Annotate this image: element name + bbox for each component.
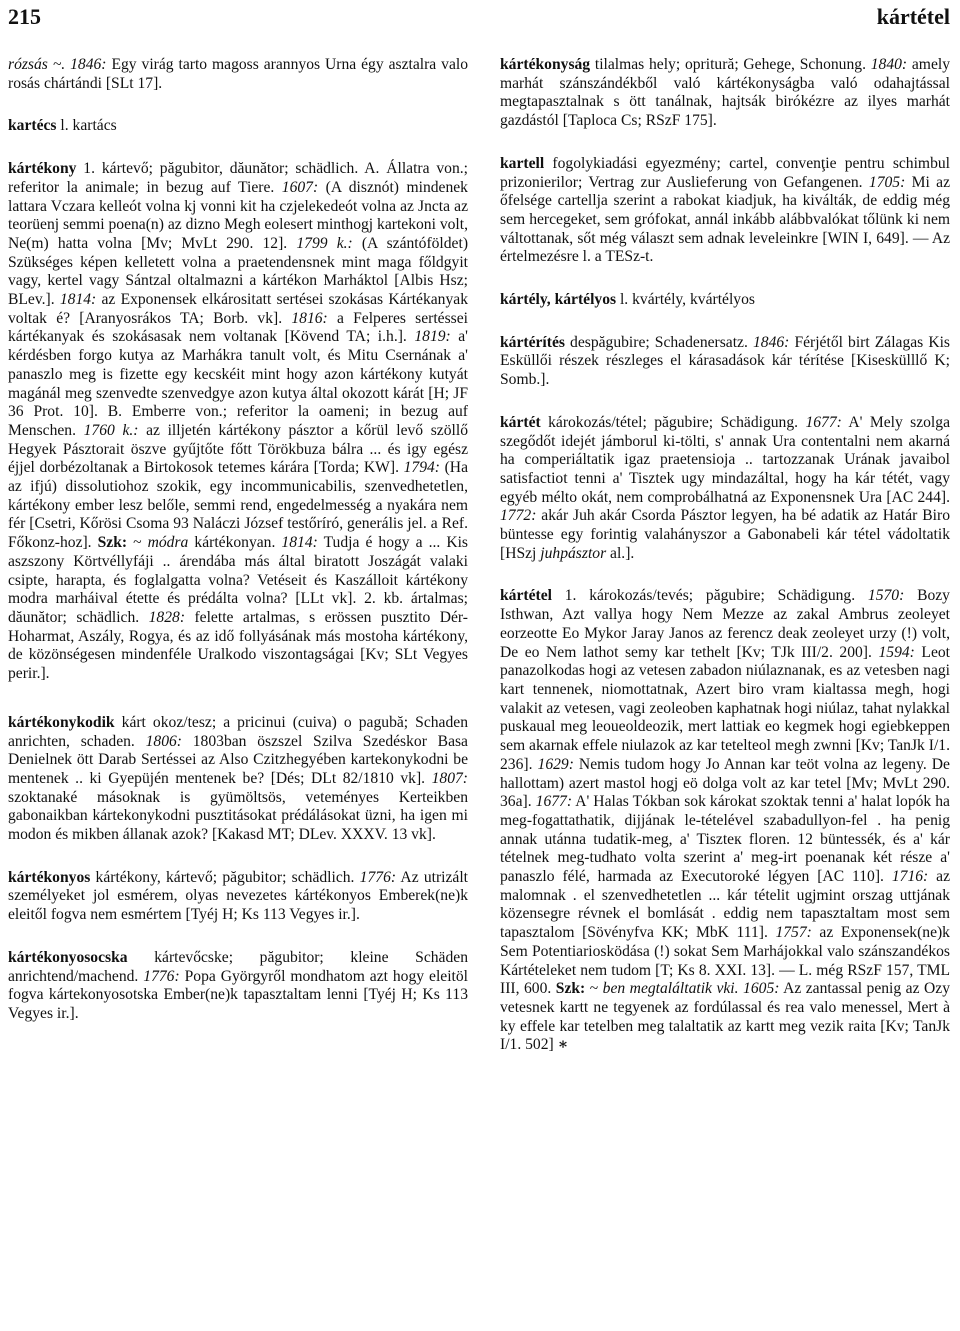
entry-text: al.]. [606, 544, 635, 562]
italic-text: 1814: [281, 534, 318, 552]
entry-headword: kártély, kártélyos [500, 291, 617, 309]
entry-text: Nemis tudom hogy Jo Annan kar teöt volna az legeny. De hallottam) azert mastol hogj eö dolga volt az kar tetel [Mv; MvLt 290. 36a]. [500, 755, 950, 811]
italic-text: 1677: [805, 413, 842, 431]
entry-text: A' Halas Tókban sok károkat szoktak tenni a' halat lopók ha meg-fogattathatik, dijjának le-tételével szabadullyon-fel . ha penig annak utánna tudatik-meg, a' Tiszteк floren. 12 büntessék, és a' kár tételnek meg-tudhato volta szerint a' meg-irt poenanak két része a' panaszlo félé, harmada az Executoroké légyen [AC 110]. [500, 793, 950, 886]
entry-text: Popa Györgyről mondhatom azt hogy eleitöl fogva kártekonyosotska Ember(ne)k tapasztaltam lenni [Tyéj H; Ks 113 Vegyes ir.]. [8, 967, 468, 1022]
italic-text: 1806: [145, 732, 182, 750]
page-number: 215 [8, 4, 41, 29]
entry-text: amely marhát szánszándékből való kártékonyságba való odahajtással megtapasztalnak s ött tanálnak, hajtsák birókézre az ilyes marhát gazdástól [Taploca Cs; RSzF 175]. [500, 56, 950, 130]
entry-headword: kartell [500, 154, 545, 172]
italic-text: 1819: [414, 328, 451, 346]
entry-text: (A szántóföldet) Szükséges képen kelletett volna a praetendensnek mint maga főldgyit vagy, kertel vagy Sántzal oltalmazni a kártékon Marháktol [Albis Hsz; BLev.]. [8, 234, 469, 309]
entry-spacer [8, 845, 468, 869]
entry-headword: kártékonyság [500, 56, 591, 73]
italic-text: rózsás ~. [8, 56, 71, 73]
entry-text: Az zantassal penig az Ozy vetesnek kartt ne tegyenek az fordúlassal és rea valo menessel, Mert à ky effele kar tetelben meg talaltatik az kartt meg vezik raita [Kv; TanJk I/1. 502] [500, 980, 950, 1054]
entry-text: kártevőcske; păgubitor; kleine Schäden anrichtend/machend. [8, 948, 468, 985]
bold-label: Szk: [555, 980, 586, 998]
italic-text: 1807: [431, 769, 468, 787]
dictionary-entry [8, 56, 468, 93]
entry-text: az Exponensek elkárositatt sertései szokásas Kártékanyak voltak é? [Aranyosrákos TA; Borb. vk]. [8, 291, 468, 327]
entry-text: felette artalmas, s erössen pusztito Dér-Hoharmat, Aszály, Rogya, és az idő follyásának más mostoha kártékony, de közönségesen mindenféle Uralkodo viszontagságai [Kv; SLt Vegyes perir.]. [8, 608, 468, 683]
italic-text: 1776: [143, 967, 180, 985]
entry-text: a Felperes sertéssei kártékanyak és szokásasak nem voltanak [Kövend TA; i.h.]. [8, 309, 468, 346]
entry-spacer [8, 925, 468, 949]
entry-text: az Exponensek(ne)k Sem Potentiariosködása (!) sokat Sem Marhájokkal valo szánszandékos Kártételeket nem tudom [T; Ks 8. XXI. 13]. — L. még RSzF 157, TML III, 600. [500, 924, 950, 998]
italic-text: 1816: [291, 309, 328, 327]
entry-text: akár Juh akár Csorda Pásztor legyen, ha bé adatik az Határ Biro büntesse egy forintig valahányszor a Gabonabeli kár tétel vádoltatik [HSzj [500, 507, 950, 562]
italic-text: 1828: [148, 608, 186, 626]
entry-text: a' kérdésben forgo kutya az Marhákra tanult volt, és Mitu Csernának a' panaszlo meg is fizette egy kecskéit mint hogy azon kártékony kutyát magánál meg szenvedte szenvedgye azon kutya által okozott kárát [H; JF 36 Prot. 10]. B. Emberre von.; referitor la oameni; in bezug auf Menschen. [8, 328, 468, 439]
dictionary-entry [8, 949, 468, 1024]
dictionary-entry [500, 587, 950, 1055]
entry-spacer [500, 563, 950, 587]
italic-text: 1607: [281, 178, 319, 196]
dictionary-entry [500, 334, 950, 390]
italic-text: juhpásztor [540, 544, 607, 562]
entry-headword: kártékonykodik [8, 713, 115, 731]
entry-text: despăgubire; Schadenersatz. [564, 333, 753, 351]
entry-text: l. kartács [56, 117, 117, 135]
entry-text: az illjetén kártékony pásztor a kőrül levő szöllő Hegyek Pásztorait öszve gyűjtőte főtt Törökbuza bálra ... és igy egész éjjel dorbézoltanak a Birtokosok tetemes kárára [Torda; KW]. [8, 421, 468, 477]
entry-spacer [8, 136, 468, 160]
entry-spacer [8, 684, 468, 714]
italic-text: 1799 k.: [296, 234, 353, 252]
dictionary-entry [500, 56, 950, 131]
italic-text: 1776: [359, 868, 397, 886]
entry-headword: kártérítés [500, 333, 565, 351]
italic-text: 1840: [870, 56, 908, 73]
italic-text: 1629: [537, 755, 574, 773]
dictionary-entry [8, 117, 468, 136]
entry-text: 1. károkozás/tevés; păgubire; Schädigung. [551, 587, 868, 605]
entry-text: károkozás/tétel; păgubire; Schädigung. [540, 413, 806, 431]
entry-text: Egy virág tarto magoss arannyos Urna égy asztalra valo rosás chártándi [SLt 17]. [8, 56, 468, 92]
left-column [8, 56, 468, 1024]
entry-text: Az utrizált személyeket jol esmérem, olyas nevezetes kártékonyos Emberek(ne)k eleitől fogva nem esmértem [Tyéj H; Ks 113 Vegyes ir.]. [8, 868, 469, 924]
entry-headword: kártétel [500, 587, 552, 605]
entry-spacer [500, 267, 950, 291]
italic-text: 1705: [868, 173, 906, 191]
entry-text: fogolykiadási egyezmény; cartel, convenţie pentru schimbul prizonierilor; Vertrag zur Auslieferung von Gefangenen. [500, 154, 950, 191]
entry-text: A' Mely szolga szegődőt idejét jámborul ki-tölti, s' annak Ura contentalni nem akarná ha comperiáltatik igaz praetensioja .. tartozzanak Urának javaibol satisfactiot tenni a' Tisztek ugy mindazáltal, hogy ha kár tétét, vagy egyéb mélto okát, nem comprobálhatná az Exponensnek Ura [AC 244]. [500, 413, 950, 506]
entry-text: (Ha az ifjú) dissolutiohoz szokik, egy incommunicabilis, szenvedhetetlen, kártékony ember lesz belőle, semmi rend, engedelmesség a nyakára nem fér [Csetri, Kőrösi Csoma 93 Naláczi József testőríró, generális jel. a Ref. Főkonz-hoz]. [8, 459, 468, 552]
dictionary-entry [500, 291, 950, 310]
entry-text: kártékony, kártevő; păgubitor; schädlich. [90, 868, 360, 886]
italic-text: 1677: [535, 793, 573, 811]
italic-text: 1716: [891, 868, 929, 886]
italic-text: 1794: [403, 459, 440, 477]
entry-spacer [500, 390, 950, 414]
bold-label: ∗ [557, 1036, 569, 1054]
dictionary-entry [8, 160, 468, 684]
entry-headword: kártét [500, 413, 541, 431]
entry-text: Bozy Isthwan, Azt vallya hogy Nem Mezze az zakal Ambrus zeoleyet eorzeotte Eo Mykor Jaray Janos az ferencz deak zeoleyet urzy (!) volt, De eo Nem lathot semy kar tethelt [Kv; TJk III/2. 200]. [500, 587, 950, 661]
dictionary-entry [500, 155, 950, 267]
entry-spacer [500, 310, 950, 334]
entry-text: tilalmas hely; opritură; Gehege, Schonung. [590, 56, 871, 73]
entry-text: kárt okoz/tesz; a pricinui (cuiva) o pagubă; Schaden anrichten, schaden. [8, 713, 468, 750]
entry-spacer [500, 131, 950, 155]
entry-text: 1803ban öszszel Szilva Szedéskor Basa Denielnek ött Darab Sertéssei az Also Czitzhegyében kartekonykodni be mentenek .. ki Gyepüjén mentenek be? [Dés; DLt 82/1810 vk]. [8, 732, 468, 787]
entry-text: ~ [127, 534, 148, 552]
italic-text: 1594: [878, 643, 915, 661]
entry-headword: kartécs [8, 117, 57, 135]
italic-text: 1772: [500, 507, 537, 525]
entry-headword: kártékonyos [8, 868, 91, 886]
italic-text: 1846: [70, 56, 107, 73]
italic-text: 1814: [59, 291, 97, 309]
entry-text: (A disznót) mindenek lattara Vczara kelleót volna kj vonni kit ha czjelekedeót volna az Jncta az teorüenj semmi poena(n) az dizno Megh eolesert minthogj kartekoni volt, Ne(m) hatta volna [Mv; MvLt 290. 12]. [8, 178, 468, 252]
entry-text: Leot panazolkodas hogi az vetesen zabadon niúlaznanak, es az vetesben nagi kart tennenek, niomottatnak, Azert biro vram kialtassa megh, hogi valakit az vetesen, vagi zeoleoben kaphatnak hogi niúlaz, tahat nylakkal puskaual meg leoueoldeozik, mert lattiak eo kegmek hogi egiebkeppen sem akarnak effele niulazok az kar tetelteol megh zwnni [Kv; TanJk I/1. 236]. [500, 643, 950, 773]
dictionary-entry [500, 414, 950, 564]
entry-spacer [8, 93, 468, 117]
bold-label: Szk: [97, 534, 128, 552]
entry-text: l. kvártély, kvártélyos [616, 291, 755, 309]
italic-text: 1760 k.: [83, 421, 139, 439]
entry-text: Mi az őfelsége cartellja szerint a rabokat kiadjuk, ha kiválták, de eddig még sem hercegeket, sem grófokat, annál inkább alábbvalókat tőlünk ki nem váltottanak, sőt még választ sem adnak leveleinkre [WIN I, 649]. — Az értelmezésre l. a TESz-t. [500, 173, 950, 266]
entry-text: szoktanaké másoknak is gyümöltsös, veteményes Kerteikben gabonaikban kártekonykodni pusztitásokat prédálásokat üzni, ha igen mi modon és mikben állanak azok? [Kakasd MT; DLev. XXXV. 13 vk]. [8, 788, 468, 844]
entry-text: Tudja é hogy a ... Kis aszszony Körtvéllyfáji .. árendába más által biratott Joszágát valaki csipte, harapta, és foglalgatta volna? Vetéseit és Kaszálloit kártékony modra marháival étette és prédálta volna? [LLt vk]. 2. kb. ártalmas; dăunător; schädlich. [8, 534, 469, 626]
entry-headword: kártékonyosocska [8, 948, 128, 966]
italic-text: 1570: [867, 587, 905, 605]
entry-text: ~ [585, 980, 603, 998]
right-column [500, 56, 950, 1055]
entry-text: Férjétől birt Zálagas Kis Esküllői részek részleges el kárasadások kár térítése [Kiseskülllő K; Somb.]. [500, 333, 950, 389]
running-head: kártétel [876, 4, 950, 29]
italic-text: módra [147, 534, 189, 552]
entry-text: 1. kártevő; păgubitor, dăunător; schädlich. A. Állatra von.; referitor la animale; in bezug auf Tiere. [8, 160, 468, 196]
dictionary-entry [8, 714, 468, 845]
entry-text: kártékonyan. [188, 534, 282, 552]
italic-text: 1757: [775, 924, 812, 942]
italic-text: 1605: [743, 980, 780, 998]
dictionary-entry [8, 869, 468, 925]
entry-headword: kártékony [8, 160, 77, 178]
entry-text: az malomnak . el szenvedhetetlen ... kár tételit ugjmint orszag uttjának közensegre révnek el bomlását . eddig nem tapasztaltam most sem tapasztalom [Sövényfva KK; MbK 111]. [500, 868, 950, 942]
page-header [8, 4, 950, 34]
italic-text: 1846: [752, 333, 790, 351]
italic-text: ben megtaláltatik vki. [602, 980, 739, 998]
